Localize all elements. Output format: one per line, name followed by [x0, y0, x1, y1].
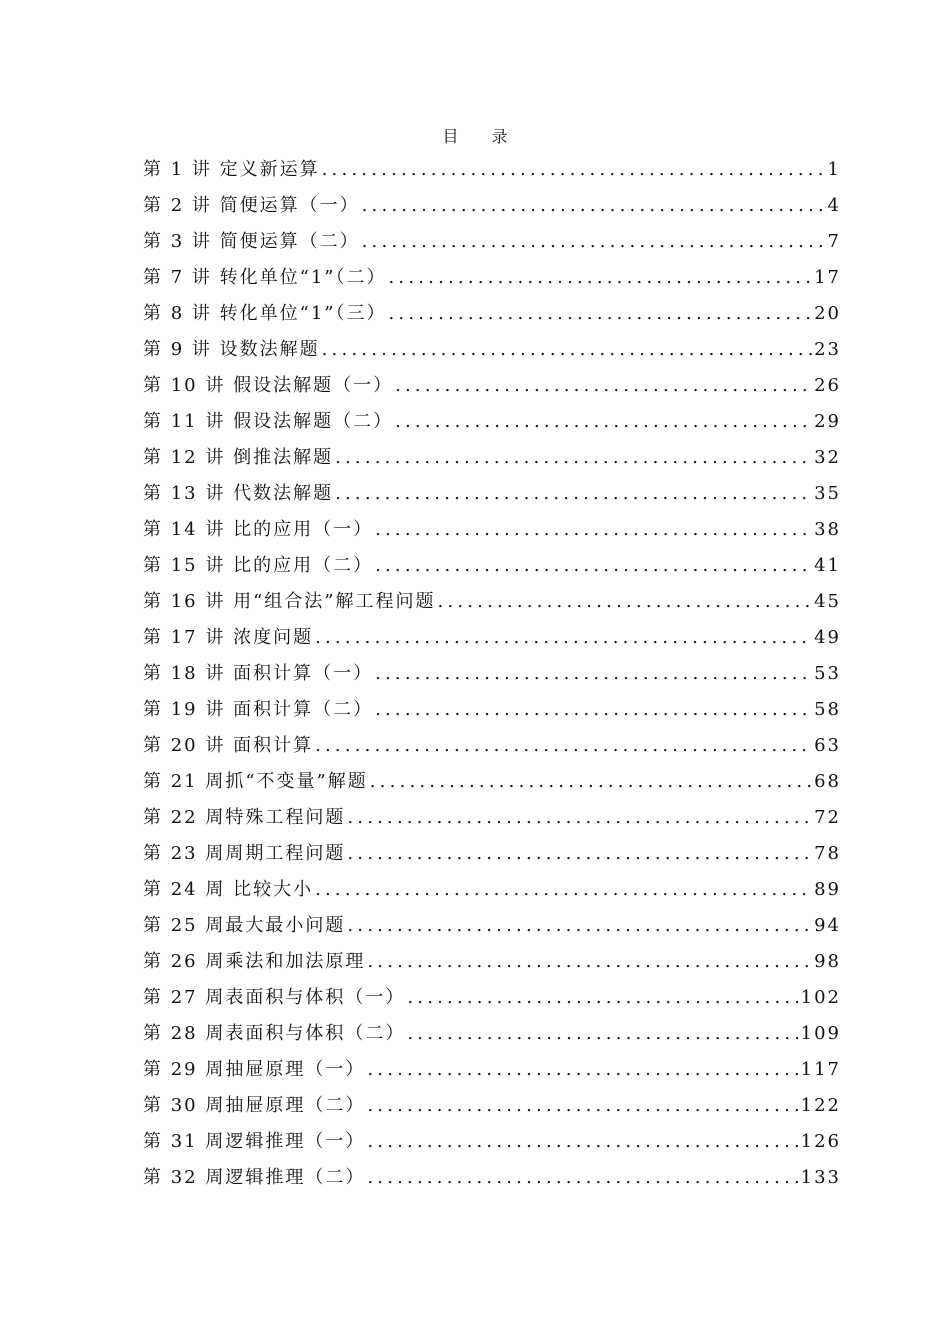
toc-entry-page-number: 117 — [800, 1059, 841, 1080]
toc-entry[interactable] — [143, 980, 841, 1016]
toc-dot-leader — [367, 1088, 798, 1124]
toc-entry[interactable] — [143, 260, 841, 296]
toc-entry[interactable] — [143, 764, 841, 800]
toc-dot-leader — [315, 872, 812, 908]
toc-entry[interactable] — [143, 1088, 841, 1124]
toc-entry-label: 第 9 讲 设数法解题 — [143, 339, 320, 360]
toc-entry[interactable] — [143, 872, 841, 908]
toc-entry-label: 第 16 讲 用“组合法”解工程问题 — [143, 591, 436, 612]
toc-entry-label: 第 11 讲 假设法解题（二） — [143, 411, 394, 432]
toc-entry[interactable] — [143, 728, 841, 764]
toc-entry-page-number: 45 — [814, 591, 841, 612]
toc-dot-leader — [367, 1160, 798, 1196]
toc-entry-label: 第 28 周表面积与体积（二） — [143, 1023, 406, 1044]
toc-dot-leader — [375, 692, 812, 728]
toc-entry[interactable] — [143, 656, 841, 692]
toc-dot-leader — [347, 800, 812, 836]
toc-dot-leader — [407, 980, 798, 1016]
toc-entry[interactable] — [143, 548, 841, 584]
toc-entry[interactable] — [143, 332, 841, 368]
toc-entry-page-number: 38 — [814, 519, 841, 540]
toc-dot-leader — [367, 944, 812, 980]
toc-entry-label: 第 22 周特殊工程问题 — [143, 807, 346, 828]
toc-dot-leader — [315, 620, 812, 656]
toc-entry-label: 第 21 周抓“不变量”解题 — [143, 771, 368, 792]
toc-entry[interactable] — [143, 944, 841, 980]
toc-entry-page-number: 102 — [800, 987, 841, 1008]
toc-entry-label: 第 10 讲 假设法解题（一） — [143, 375, 394, 396]
toc-entry-page-number: 49 — [814, 627, 841, 648]
toc-entry[interactable] — [143, 836, 841, 872]
toc-entry[interactable] — [143, 584, 841, 620]
toc-entry-page-number: 109 — [800, 1023, 841, 1044]
toc-dot-leader — [367, 1052, 798, 1088]
toc-dot-leader — [395, 368, 812, 404]
toc-dot-leader — [335, 476, 812, 512]
toc-entry-page-number: 89 — [814, 879, 841, 900]
toc-entry-label: 第 14 讲 比的应用（一） — [143, 519, 374, 540]
toc-entry-page-number: 26 — [814, 375, 841, 396]
toc-title: 目 录 — [442, 127, 522, 146]
toc-entry-label: 第 20 讲 面积计算 — [143, 735, 314, 756]
toc-dot-leader — [375, 512, 812, 548]
toc-entry-page-number: 7 — [827, 231, 841, 252]
toc-dot-leader — [367, 1124, 798, 1160]
toc-entry-page-number: 72 — [814, 807, 841, 828]
toc-entry-label: 第 24 周 比较大小 — [143, 879, 314, 900]
toc-entry[interactable] — [143, 692, 841, 728]
toc-dot-leader — [362, 224, 826, 260]
toc-entry[interactable] — [143, 1052, 841, 1088]
toc-entry-label: 第 15 讲 比的应用（二） — [143, 555, 374, 576]
toc-entry-page-number: 63 — [814, 735, 841, 756]
toc-entry[interactable] — [143, 1160, 841, 1196]
toc-entry[interactable] — [143, 440, 841, 476]
toc-entry-label: 第 12 讲 倒推法解题 — [143, 447, 334, 468]
toc-entry-label: 第 17 讲 浓度问题 — [143, 627, 314, 648]
toc-dot-leader — [335, 440, 812, 476]
toc-entry-label: 第 23 周周期工程问题 — [143, 843, 346, 864]
toc-dot-leader — [315, 728, 812, 764]
toc-entry-label: 第 31 周逻辑推理（一） — [143, 1131, 366, 1152]
toc-dot-leader — [362, 188, 826, 224]
toc-entry[interactable] — [143, 152, 841, 188]
toc-entry-label: 第 30 周抽屉原理（二） — [143, 1095, 366, 1116]
toc-entry-page-number: 23 — [814, 339, 841, 360]
toc-list — [143, 152, 841, 1196]
toc-entry-page-number: 78 — [814, 843, 841, 864]
toc-entry[interactable] — [143, 908, 841, 944]
toc-dot-leader — [388, 296, 812, 332]
toc-entry[interactable] — [143, 368, 841, 404]
toc-entry-label: 第 8 讲 转化单位“1”（三） — [143, 303, 387, 324]
toc-dot-leader — [437, 584, 812, 620]
toc-entry[interactable] — [143, 512, 841, 548]
toc-entry[interactable] — [143, 1124, 841, 1160]
toc-dot-leader — [370, 764, 812, 800]
toc-entry[interactable] — [143, 404, 841, 440]
toc-entry-label: 第 1 讲 定义新运算 — [143, 159, 320, 180]
toc-entry-label: 第 27 周表面积与体积（一） — [143, 987, 406, 1008]
toc-entry-label: 第 3 讲 简便运算（二） — [143, 231, 360, 252]
toc-entry-page-number: 58 — [814, 699, 841, 720]
toc-entry-label: 第 26 周乘法和加法原理 — [143, 951, 366, 972]
toc-entry[interactable] — [143, 620, 841, 656]
toc-entry[interactable] — [143, 188, 841, 224]
toc-entry-label: 第 7 讲 转化单位“1”（二） — [143, 267, 387, 288]
toc-entry-page-number: 4 — [827, 195, 841, 216]
toc-entry-label: 第 25 周最大最小问题 — [143, 915, 346, 936]
toc-dot-leader — [407, 1016, 798, 1052]
toc-dot-leader — [322, 152, 826, 188]
toc-entry-page-number: 53 — [814, 663, 841, 684]
toc-entry-page-number: 98 — [814, 951, 841, 972]
toc-entry-page-number: 94 — [814, 915, 841, 936]
toc-entry-page-number: 68 — [814, 771, 841, 792]
toc-entry-page-number: 35 — [814, 483, 841, 504]
toc-entry[interactable] — [143, 1016, 841, 1052]
toc-entry[interactable] — [143, 224, 841, 260]
toc-entry-page-number: 41 — [814, 555, 841, 576]
toc-entry-page-number: 32 — [814, 447, 841, 468]
toc-dot-leader — [347, 908, 812, 944]
toc-entry-label: 第 29 周抽屉原理（一） — [143, 1059, 366, 1080]
toc-dot-leader — [375, 548, 812, 584]
toc-entry-page-number: 20 — [814, 303, 841, 324]
toc-entry-page-number: 17 — [814, 267, 841, 288]
toc-entry-page-number: 122 — [800, 1095, 841, 1116]
toc-entry-page-number: 126 — [800, 1131, 841, 1152]
toc-entry[interactable] — [143, 476, 841, 512]
toc-entry-page-number: 1 — [827, 159, 841, 180]
toc-entry-label: 第 18 讲 面积计算（一） — [143, 663, 374, 684]
toc-dot-leader — [347, 836, 812, 872]
toc-entry[interactable] — [143, 800, 841, 836]
toc-dot-leader — [322, 332, 812, 368]
toc-dot-leader — [388, 260, 812, 296]
toc-entry[interactable] — [143, 296, 841, 332]
toc-entry-label: 第 19 讲 面积计算（二） — [143, 699, 374, 720]
toc-entry-label: 第 13 讲 代数法解题 — [143, 483, 334, 504]
toc-entry-page-number: 29 — [814, 411, 841, 432]
toc-entry-page-number: 133 — [800, 1167, 841, 1188]
toc-entry-label: 第 2 讲 简便运算（一） — [143, 195, 360, 216]
toc-entry-label: 第 32 周逻辑推理（二） — [143, 1167, 366, 1188]
toc-dot-leader — [375, 656, 812, 692]
toc-dot-leader — [395, 404, 812, 440]
